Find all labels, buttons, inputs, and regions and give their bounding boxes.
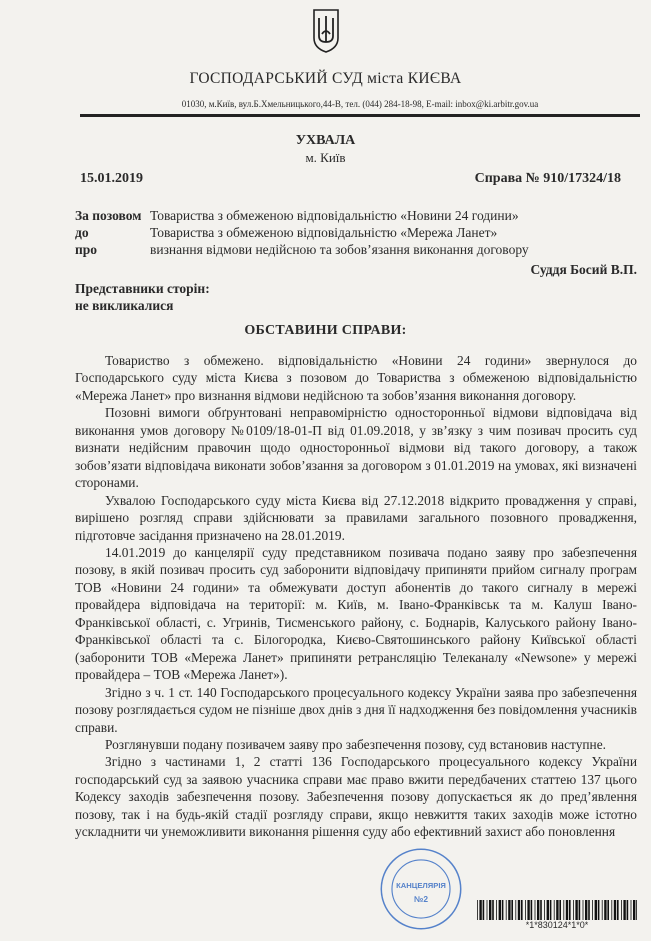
barcode-bar bbox=[633, 900, 635, 920]
party-label: про bbox=[75, 242, 98, 257]
barcode-bar bbox=[563, 900, 564, 920]
stamp-text: КАНЦЕЛЯРІЯ bbox=[396, 880, 446, 890]
barcode-bar bbox=[511, 900, 513, 920]
stamp-number: №2 bbox=[414, 893, 428, 904]
barcode-bar bbox=[588, 900, 590, 920]
barcode-bar bbox=[566, 900, 568, 920]
barcode bbox=[477, 900, 637, 920]
barcode-bar bbox=[583, 900, 584, 920]
barcode-bar bbox=[585, 900, 587, 920]
paragraph: Розглянувши подану позивачем заяву про забезпечення позову, суд встановив наступне. bbox=[105, 736, 607, 752]
barcode-bar bbox=[508, 900, 510, 920]
office-stamp bbox=[379, 847, 463, 931]
barcode-bar bbox=[636, 900, 637, 920]
paragraph: Товариство з обмежено. відповідальністю «Новини 24 години» звернулося до Господарського суду міста Києва з позовом до Товариства з обмеженою відповідальністю «Мережа Ланет» про визнання відмови недійсною та зобов’язання виконання договору. bbox=[75, 353, 637, 403]
barcode-bar bbox=[627, 900, 629, 920]
paragraph: Згідно з ч. 1 ст. 140 Господарського процесуального кодексу України заява про забезпечення позову розглядається судом не пізніше двох днів з дня її надходження без повідомлення учасників справи. bbox=[75, 684, 637, 735]
party-subject bbox=[75, 242, 529, 258]
barcode-bar bbox=[621, 900, 622, 920]
document-footer bbox=[75, 847, 637, 931]
barcode-bar bbox=[544, 900, 545, 920]
barcode-bar bbox=[492, 900, 494, 920]
barcode-bar bbox=[525, 900, 526, 920]
trident-emblem-icon bbox=[312, 8, 340, 54]
barcode-bar bbox=[611, 900, 612, 920]
party-plaintiff bbox=[75, 208, 519, 224]
barcode-bar bbox=[556, 900, 558, 920]
case-number: Справа № 910/17324/18 bbox=[474, 171, 621, 186]
barcode-bar bbox=[479, 900, 481, 920]
barcode-bar bbox=[496, 900, 497, 920]
barcode-bar bbox=[537, 900, 539, 920]
barcode-bar bbox=[531, 900, 533, 920]
barcode-bar bbox=[604, 900, 606, 920]
judge-name: Суддя Босий В.П. bbox=[530, 262, 637, 277]
barcode-block bbox=[477, 900, 637, 931]
document-title: УХВАЛА bbox=[295, 133, 356, 148]
barcode-bar bbox=[595, 900, 597, 920]
barcode-bar bbox=[518, 900, 520, 920]
document-city: м. Київ bbox=[305, 150, 346, 165]
party-defendant bbox=[75, 225, 497, 241]
barcode-bar bbox=[579, 900, 581, 920]
paragraph: Ухвалою Господарського суду міста Києва від 27.12.2018 відкрито провадження у справі, вирішено розгляд справи здійснювати за правилами загального позовного провадження, підготовче засідання призначено на 28.01.2019. bbox=[75, 492, 637, 543]
barcode-bar bbox=[483, 900, 485, 920]
party-label: За позовом bbox=[75, 208, 142, 223]
paragraph: Позовні вимоги обґрунтовані неправомірністю односторонньої відмови відповідача від виконання умов договору №0109/18-01-П від 01.09.2018, у зв’язку з чим позивач просить суд визнати недійсним правочин щодо односторонньої відмови від такого договору, а також зобов’язати відповідача виконати зобов’язання за договором з 01.01.2019 на умовах, які визначені сторонами. bbox=[75, 405, 637, 491]
document-date: 15.01.2019 bbox=[80, 171, 143, 186]
barcode-bar bbox=[547, 900, 549, 920]
party-label: до bbox=[75, 225, 89, 240]
barcode-bar bbox=[487, 900, 488, 920]
section-heading: ОБСТАВИНИ СПРАВИ: bbox=[244, 323, 407, 338]
barcode-bar bbox=[569, 900, 571, 920]
document-body bbox=[75, 352, 637, 941]
barcode-bar bbox=[540, 900, 542, 920]
representatives-label: Представники сторін: bbox=[75, 281, 210, 296]
barcode-bar bbox=[554, 900, 555, 920]
barcode-bar bbox=[521, 900, 523, 920]
court-address: 01030, м.Київ, вул.Б.Хмельницького,44-В, тел. (044) 284-18-98, E-mail: inbox@ki.arbitr.gov.ua bbox=[181, 99, 539, 109]
party-value: Товариства з обмеженою відповідальністю «Новини 24 години» bbox=[150, 208, 519, 223]
header-divider bbox=[80, 114, 640, 117]
barcode-bar bbox=[502, 900, 504, 920]
barcode-bar bbox=[477, 900, 478, 920]
paragraph: Згідно з частинами 1, 2 статті 136 Господарського процесуального кодексу України господарський суд за заявою учасника справи має право вжити передбачених статтею 137 цього Кодексу заходів забезпечення позову. Забезпечення позову допускається як до пред’явлення позову, так і на будь-якій стадії розгляду справи, якщо невжиття таких заходів може істотно ускладнити чи унеможливити виконання рішення суду або ефективний захист або поновлення bbox=[75, 754, 637, 840]
barcode-bar bbox=[515, 900, 516, 920]
barcode-bar bbox=[614, 900, 616, 920]
barcode-bar bbox=[598, 900, 600, 920]
barcode-bar bbox=[607, 900, 609, 920]
paragraph: 14.01.2019 до канцелярії суду представником позивача подано заяву про забезпечення позову, в якій позивач просить суд заборонити відповідачу припиняти прийом сигналу програм ТОВ «Новини 24 години» та обмежувати доступ абонентів до такого сигналу в мережі провайдера відповідача на території: м. Київ, м. Івано-Франківськ та м. Калуш Івано-Франківської області, с. Угринів, Тисменського району, с. Боднарів, Калуського району Івано-Франківської області та с. Білогородка, Києво-Святошинського району Київської області (заборонити ТОВ «Мережа Ланет» припиняти ретрансляцію Телеканалу «Newsone» у мережі провайдера – ТОВ «Мережа Ланет»). bbox=[75, 544, 637, 683]
barcode-bar bbox=[535, 900, 536, 920]
barcode-bar bbox=[623, 900, 625, 920]
representatives-value: не викликалися bbox=[75, 298, 174, 313]
barcode-bar bbox=[489, 900, 491, 920]
barcode-bar bbox=[527, 900, 529, 920]
court-name: ГОСПОДАРСЬКИЙ СУД міста КИЄВА bbox=[189, 70, 462, 87]
barcode-bar bbox=[559, 900, 561, 920]
barcode-number: *1*830124*1*0* bbox=[525, 919, 589, 930]
party-value: визнання відмови недійсною та зобов’язання виконання договору bbox=[150, 242, 529, 257]
barcode-bar bbox=[499, 900, 501, 920]
barcode-bar bbox=[506, 900, 507, 920]
barcode-bar bbox=[575, 900, 577, 920]
barcode-bar bbox=[573, 900, 574, 920]
party-value: Товариства з обмеженою відповідальністю «Мережа Ланет» bbox=[150, 225, 498, 240]
barcode-bar bbox=[592, 900, 593, 920]
barcode-bar bbox=[617, 900, 619, 920]
barcode-bar bbox=[550, 900, 552, 920]
barcode-bar bbox=[602, 900, 603, 920]
barcode-bar bbox=[631, 900, 632, 920]
